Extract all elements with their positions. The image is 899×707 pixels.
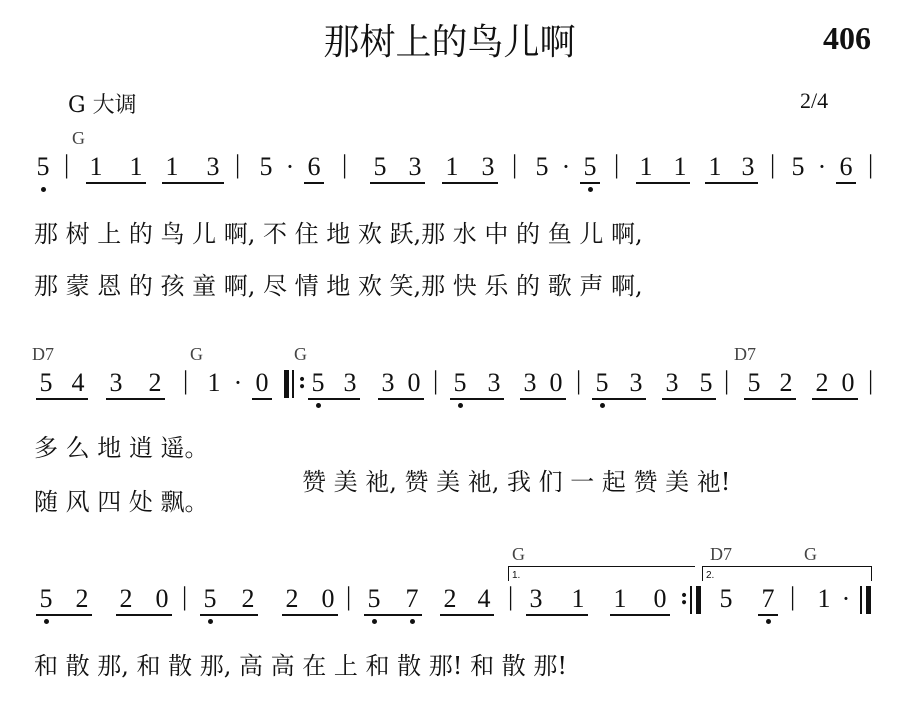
beam: [200, 614, 258, 616]
note: 7: [758, 584, 778, 614]
lyrics-line: 和 散 那, 和 散 那, 高 高 在 上 和 散 那! 和 散 那!: [34, 652, 567, 680]
beam: [308, 398, 360, 400]
note: 2: [148, 368, 162, 397]
dot: ·: [285, 152, 295, 181]
volta-number: 1.: [512, 570, 521, 581]
barline: |: [512, 150, 518, 179]
beam: [86, 182, 146, 184]
note: 3: [487, 368, 501, 397]
note: 5: [308, 368, 328, 398]
note: 0: [407, 368, 421, 397]
beam: [36, 398, 88, 400]
note: 4: [477, 584, 491, 613]
note: 1: [708, 152, 722, 181]
barline: |: [614, 150, 620, 179]
beam: [364, 614, 422, 616]
refrain-lyrics: 赞 美 祂, 赞 美 祂, 我 们 一 起 赞 美 祂!: [302, 468, 731, 496]
time-signature: 2/4: [800, 88, 829, 113]
beam: [252, 398, 272, 400]
note: 1: [571, 584, 585, 613]
volta-bracket-1: [508, 566, 695, 581]
beam: [758, 614, 778, 616]
note: 3: [109, 368, 123, 397]
dot: ·: [561, 152, 571, 181]
note: 5: [791, 152, 805, 181]
barline: |: [868, 366, 874, 395]
note: 0: [841, 368, 855, 397]
note: 3: [408, 152, 422, 181]
beam: [282, 614, 338, 616]
note: 5: [39, 368, 53, 397]
note: 1: [207, 368, 221, 397]
barline: |: [724, 366, 730, 395]
chord-symbol: G: [804, 544, 817, 564]
beam: [116, 614, 172, 616]
note: 5: [535, 152, 549, 181]
barline: |: [576, 366, 582, 395]
beam: [580, 182, 600, 184]
beam: [304, 182, 324, 184]
beam: [744, 398, 796, 400]
repeat-end-bar: [696, 586, 701, 614]
note: 1: [673, 152, 687, 181]
beam: [162, 182, 224, 184]
note: 0: [255, 368, 269, 397]
dot: ·: [817, 152, 827, 181]
dot: ·: [841, 584, 851, 613]
note: 2: [443, 584, 457, 613]
barline: |: [346, 582, 352, 611]
repeat-start-bar: [284, 370, 289, 398]
chord-symbol: G: [190, 344, 203, 364]
final-bar: [866, 586, 871, 614]
chord-symbol: D7: [710, 544, 732, 564]
beam: [705, 182, 758, 184]
barline: |: [508, 582, 514, 611]
key-signature: G 大调: [68, 93, 137, 118]
lyrics-verse-2: 随 风 四 处 飘。: [34, 488, 209, 516]
beam: [450, 398, 504, 400]
barline: |: [342, 150, 348, 179]
lyrics-verse-1: 那 树 上 的 鸟 儿 啊, 不 住 地 欢 跃,那 水 中 的 鱼 儿 啊,: [34, 220, 643, 248]
chord-symbol: D7: [734, 344, 756, 364]
note: 6: [839, 152, 853, 181]
chord-symbol: G: [294, 344, 307, 364]
hymn-number: 406: [823, 20, 871, 56]
note: 5: [364, 584, 384, 614]
note: 3: [481, 152, 495, 181]
note: 3: [206, 152, 220, 181]
volta-number: 2.: [706, 570, 715, 581]
beam: [662, 398, 716, 400]
note: 5: [36, 584, 56, 614]
note: 4: [71, 368, 85, 397]
note: 2: [75, 584, 89, 613]
note: 5: [747, 368, 761, 397]
beam: [812, 398, 858, 400]
beam: [526, 614, 588, 616]
note: 5: [450, 368, 470, 398]
barline: |: [235, 150, 241, 179]
note: 2: [779, 368, 793, 397]
lyrics-verse-2: 那 蒙 恩 的 孩 童 啊, 尽 情 地 欢 笑,那 快 乐 的 歌 声 啊,: [34, 272, 643, 300]
chord-symbol: G: [512, 544, 525, 564]
note: 3: [741, 152, 755, 181]
barline: |: [182, 582, 188, 611]
note: 1: [129, 152, 143, 181]
note: 2: [285, 584, 299, 613]
barline: |: [433, 366, 439, 395]
lyrics-verse-1: 多 么 地 逍 遥。: [34, 434, 209, 462]
repeat-end-bar: [690, 586, 692, 614]
note: 0: [653, 584, 667, 613]
note: 1: [165, 152, 179, 181]
beam: [378, 398, 424, 400]
repeat-dots: :: [680, 584, 689, 610]
beam: [610, 614, 670, 616]
note: 1: [89, 152, 103, 181]
beam: [836, 182, 856, 184]
note: 5: [259, 152, 273, 181]
note: 2: [119, 584, 133, 613]
note: 1: [445, 152, 459, 181]
barline: |: [64, 150, 70, 179]
note: 3: [381, 368, 395, 397]
note: 7: [402, 584, 422, 614]
barline: |: [770, 150, 776, 179]
note: 5: [33, 152, 53, 182]
note: 0: [321, 584, 335, 613]
note: 3: [529, 584, 543, 613]
note: 5: [699, 368, 713, 397]
final-bar: [860, 586, 862, 614]
barline: |: [183, 366, 189, 395]
beam: [636, 182, 690, 184]
beam: [440, 614, 494, 616]
volta-bracket-2: [702, 566, 872, 581]
note: 6: [307, 152, 321, 181]
note: 3: [665, 368, 679, 397]
note: 5: [373, 152, 387, 181]
note: 5: [200, 584, 220, 614]
barline: |: [790, 582, 796, 611]
beam: [592, 398, 646, 400]
beam: [370, 182, 425, 184]
repeat-dots: :: [298, 368, 307, 394]
note: 0: [549, 368, 563, 397]
note: 3: [343, 368, 357, 397]
barline: |: [868, 150, 874, 179]
note: 2: [241, 584, 255, 613]
note: 2: [815, 368, 829, 397]
dot: ·: [233, 368, 243, 397]
note: 3: [629, 368, 643, 397]
chord-symbol: G: [72, 128, 85, 148]
beam: [36, 614, 92, 616]
beam: [442, 182, 498, 184]
beam: [520, 398, 566, 400]
note: 1: [639, 152, 653, 181]
note: 1: [613, 584, 627, 613]
note: 3: [523, 368, 537, 397]
repeat-start-bar: [292, 370, 294, 398]
chord-symbol: D7: [32, 344, 54, 364]
note: 0: [155, 584, 169, 613]
note: 5: [719, 584, 733, 613]
beam: [106, 398, 165, 400]
note: 5: [580, 152, 600, 182]
note: 1: [817, 584, 831, 613]
song-title: 那树上的鸟儿啊: [323, 22, 576, 63]
note: 5: [592, 368, 612, 398]
